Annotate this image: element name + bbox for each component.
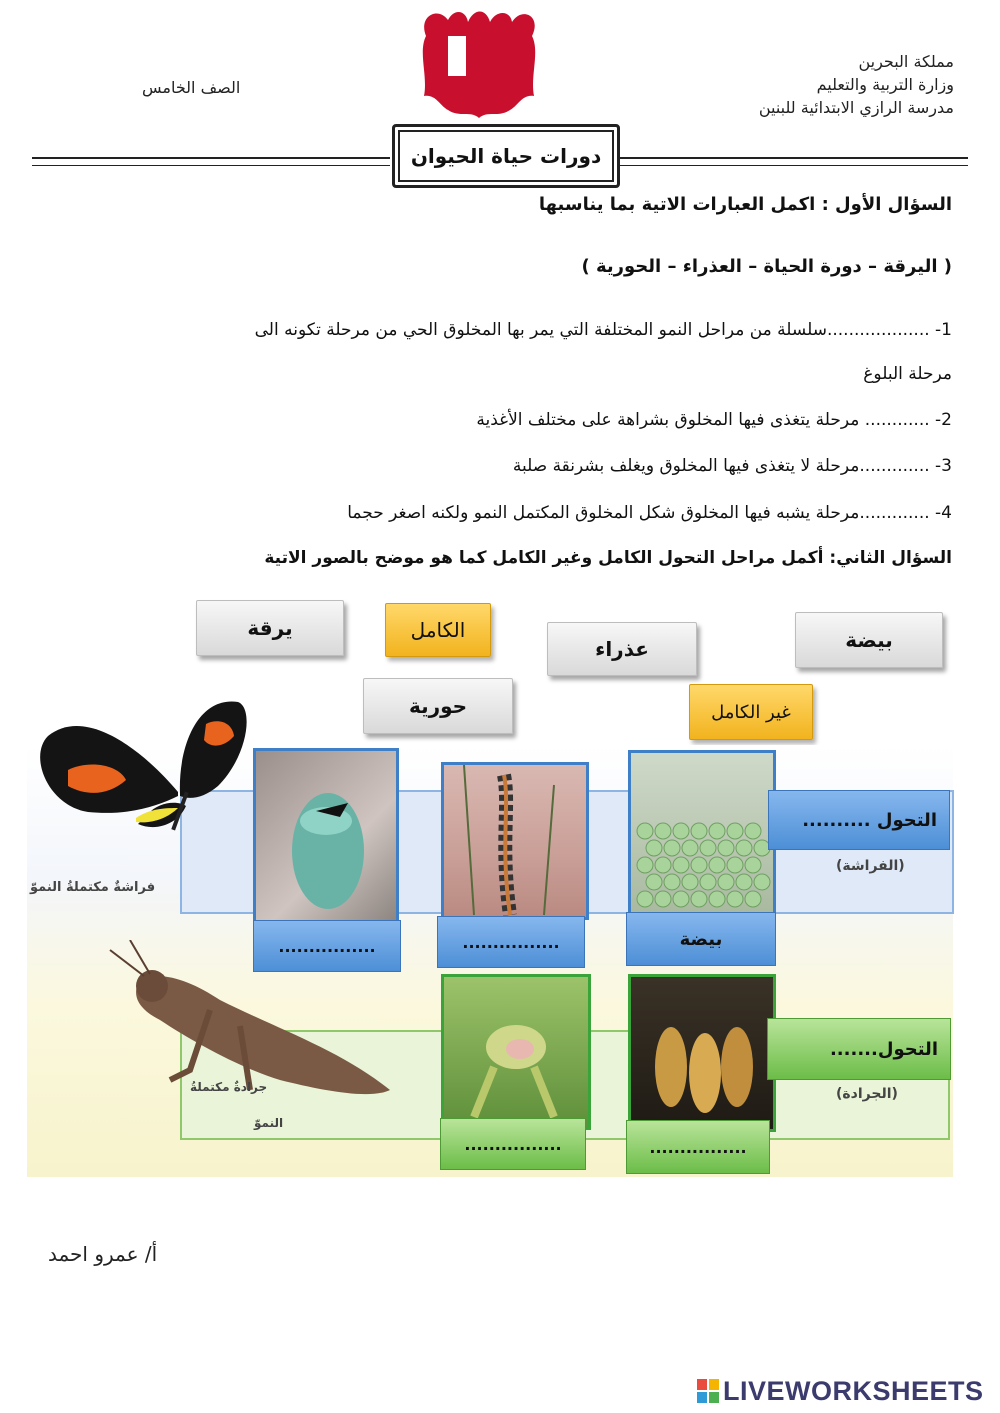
egg-dot <box>646 874 662 890</box>
egg-dot <box>637 857 653 873</box>
egg-dot <box>727 891 743 907</box>
nymph-image <box>441 974 591 1130</box>
drag-word-larva[interactable]: يرقة <box>196 600 344 656</box>
butterfly-egg-label: بيضة <box>626 912 776 966</box>
butterfly-adult-caption: فراشةٌ مكتملةُ النموّ <box>30 880 156 895</box>
egg-dot <box>637 823 653 839</box>
q1-item-3: 3- .............مرحلة لا يتغذى فيها المخلوق ويغلف بشرنقة صلبة <box>512 456 952 476</box>
egg-dot <box>745 823 761 839</box>
drag-word-complete[interactable]: الكامل <box>385 603 491 657</box>
egg-dot <box>637 891 653 907</box>
q1-item-1: 1- ...................سلسلة من مراحل النمو المختلفة التي يمر بها المخلوق الحي من مرحلة تكونه الى <box>254 320 952 340</box>
butterfly-blank-2[interactable]: ................ <box>437 916 585 968</box>
egg-dot <box>655 891 671 907</box>
header-divider-right-thin <box>616 165 968 166</box>
liveworksheets-brand: LIVEWORKSHEETS <box>723 1375 984 1406</box>
egg-dot <box>682 874 698 890</box>
locust-adult-caption-1: جرادةٌ مكتملةُ <box>190 1080 268 1094</box>
egg-dot <box>673 891 689 907</box>
locust-eggs-image <box>628 974 776 1132</box>
egg-dot <box>655 823 671 839</box>
egg-dot <box>727 823 743 839</box>
egg-dot <box>691 857 707 873</box>
butterfly-blank-1[interactable]: ................ <box>253 920 401 972</box>
caterpillar-image <box>441 762 589 920</box>
locust-row-caption: (الجرادة) <box>836 1086 898 1102</box>
drag-word-egg[interactable]: بيضة <box>795 612 943 668</box>
drag-word-incomplete[interactable]: غير الكامل <box>689 684 813 740</box>
egg-dot <box>646 840 662 856</box>
q1-item-2: 2- ............ مرحلة يتغذى فيها المخلوق بشراهة على مختلف الأغذية <box>476 410 952 430</box>
header-divider-left <box>32 157 390 159</box>
locust-blank-1[interactable]: ................ <box>440 1118 586 1170</box>
ministry-name: وزارة التربية والتعليم <box>816 75 954 94</box>
butterfly-metamorphosis-label[interactable]: التحول .......... <box>768 790 950 850</box>
egg-dot <box>745 857 761 873</box>
q1-item-1-cont: مرحلة البلوغ <box>863 364 952 384</box>
kingdom-name: مملكة البحرين <box>858 52 954 71</box>
egg-dot <box>727 857 743 873</box>
teacher-signature: أ/ عمرو احمد <box>48 1242 158 1266</box>
liveworksheets-logo <box>697 1376 984 1406</box>
school-name: مدرسة الرازي الابتدائية للبنين <box>758 98 954 117</box>
egg-dot <box>745 891 761 907</box>
egg-dot <box>736 874 752 890</box>
header-block <box>759 50 954 119</box>
locust-blank-2[interactable]: ................ <box>626 1120 770 1174</box>
egg-dot <box>718 840 734 856</box>
butterfly-row-caption: (الفراشة) <box>836 858 905 874</box>
egg-dot <box>664 874 680 890</box>
egg-dot <box>709 857 725 873</box>
butterfly-eggs-image <box>628 750 776 920</box>
header-divider-left-thin <box>32 165 390 166</box>
chrysalis-image <box>253 748 399 924</box>
egg-dot <box>655 857 671 873</box>
egg-dot <box>691 823 707 839</box>
page-title: دورات حياة الحيوان <box>392 124 620 188</box>
egg-dot <box>718 874 734 890</box>
egg-dot <box>709 891 725 907</box>
bahrain-emblem-icon <box>418 6 540 124</box>
egg-dot <box>709 823 725 839</box>
q1-heading: السؤال الأول : اكمل العبارات الاتية بما يناسبها <box>538 194 952 215</box>
header-divider-right <box>616 157 968 159</box>
locust-metamorphosis-label[interactable]: التحول....... <box>767 1018 951 1080</box>
egg-dot <box>673 857 689 873</box>
egg-dot <box>691 891 707 907</box>
grade-label: الصف الخامس <box>142 78 241 97</box>
egg-dot <box>700 840 716 856</box>
adult-butterfly-image <box>28 696 250 846</box>
egg-dot <box>673 823 689 839</box>
q2-heading: السؤال الثاني: أكمل مراحل التحول الكامل وغير الكامل كما هو موضح بالصور الاتية <box>264 548 952 568</box>
egg-dot <box>700 874 716 890</box>
egg-dot <box>664 840 680 856</box>
drag-word-pupa[interactable]: عذراء <box>547 622 697 676</box>
liveworksheets-logo-icon <box>697 1379 719 1403</box>
egg-dot <box>754 874 770 890</box>
q1-word-bank: ( اليرقة – دورة الحياة – العذراء – الحورية ) <box>581 256 952 277</box>
drag-word-nymph[interactable]: حورية <box>363 678 513 734</box>
q1-item-4: 4- .............مرحلة يشبه فيها المخلوق شكل المخلوق المكتمل النمو ولكنه اصغر حجما <box>347 503 952 523</box>
egg-dot <box>682 840 698 856</box>
locust-adult-caption-2: النموّ <box>254 1116 284 1130</box>
egg-dot <box>736 840 752 856</box>
